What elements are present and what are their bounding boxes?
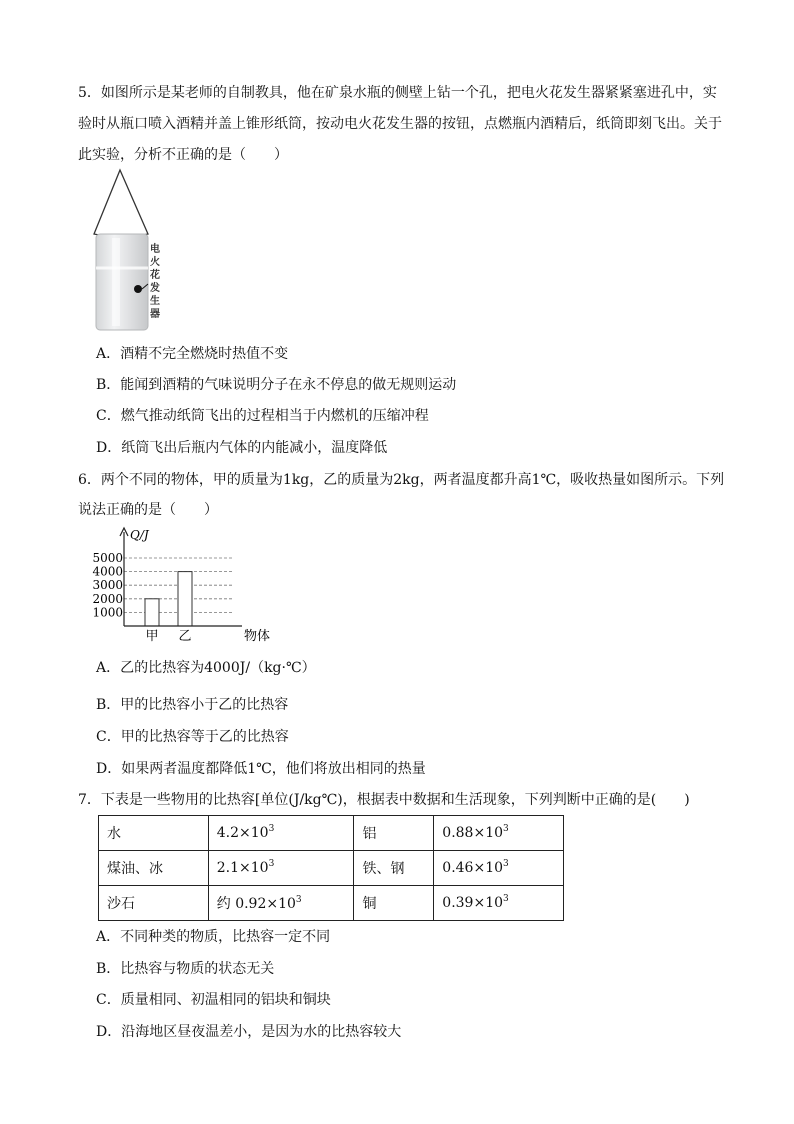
paper-cone [94,170,148,237]
cell-text: 0.88×10 [442,825,504,841]
y-tick-label: 5000 [92,551,123,565]
cell-exponent: 3 [503,894,509,904]
q5-option-d[interactable]: D．纸筒飞出后瓶内气体的内能减小，温度降低 [96,440,388,456]
y-axis-label: Q/J [130,528,149,542]
bottle-experiment-figure [90,168,180,336]
cell-exponent: 3 [503,859,509,869]
cell-text: 煤油、冰 [107,861,163,877]
table-cell [208,851,354,886]
cell-text: 约 0.92×10 [216,896,296,912]
table-row [99,851,564,886]
label-char: 电 [150,244,160,255]
q7-option-b[interactable]: B．比热容与物质的状态无关 [96,961,275,977]
q6-option-d[interactable]: D．如果两者温度都降低1℃，他们将放出相同的热量 [96,761,426,777]
heat-bar-chart [92,524,292,648]
y-tick-label: 1000 [92,605,123,620]
bar [145,599,159,626]
q5-stem-line-3: 此实验，分析不正确的是（ ） [78,147,288,163]
q5-option-a[interactable]: A．酒精不完全燃烧时热值不变 [96,346,289,362]
cell-text: 水 [107,826,121,842]
label-char: 器 [150,309,160,320]
category-label: 甲 [145,629,159,644]
q5-stem-line-2: 验时从瓶口喷入酒精并盖上锥形纸筒，按动电火花发生器的按钮，点燃瓶内酒精后，纸筒即刻飞出。关于 [78,116,722,132]
table-cell [208,886,354,921]
cell-text: 铁、钢 [362,861,405,877]
q6-stem-line-2: 说法正确的是（ ） [78,502,218,518]
table-row [99,816,564,851]
q5-option-b[interactable]: B．能闻到酒精的气味说明分子在永不停息的做无规则运动 [96,377,457,393]
table-cell [99,816,209,851]
cell-text: 沙石 [107,896,135,912]
label-char: 火 [150,257,160,268]
spark-generator-label [148,243,162,321]
q5-stem-line-1: 5．如图所示是某老师的自制教具，他在矿泉水瓶的侧壁上钻一个孔，把电火花发生器紧紧塞进孔中，实 [78,85,717,101]
cell-text: 0.39×10 [442,895,504,911]
cell-text: 铜 [362,896,377,912]
cell-text: 0.46×10 [442,860,504,876]
q5-option-c[interactable]: C．燃气推动纸筒飞出的过程相当于内燃机的压缩冲程 [96,408,429,424]
y-tick-label: 2000 [92,591,123,606]
y-tick-label: 3000 [92,578,123,593]
label-char: 生 [150,296,160,307]
q6-option-b[interactable]: B．甲的比热容小于乙的比热容 [96,697,289,713]
category-label: 乙 [178,629,192,644]
bottle-body [96,234,148,330]
q7-option-c[interactable]: C．质量相同、初温相同的铝块和铜块 [96,992,331,1008]
specific-heat-table [98,815,564,921]
q7-option-d[interactable]: D．沿海地区昼夜温差小，是因为水的比热容较大 [96,1024,402,1040]
table-cell [354,851,434,886]
cell-text: 2.1×10 [216,860,269,876]
table-cell [99,851,209,886]
cell-exponent: 3 [295,895,302,905]
x-axis-label: 物体 [244,629,271,644]
cell-exponent: 3 [503,824,509,834]
bar [178,572,192,626]
spark-generator-dot [134,285,142,293]
table-cell [208,816,354,851]
table-cell [354,886,434,921]
y-tick-label: 4000 [92,564,123,579]
cell-exponent: 3 [268,824,275,834]
cell-exponent: 3 [268,859,275,869]
cell-text: 铝 [362,826,377,842]
table-row [99,886,564,921]
table-cell [434,851,564,886]
q7-stem: 7．下表是一些物用的比热容[单位(J/kg℃)，根据表中数据和生活现象，下列判断中正确的是( ) [78,792,690,808]
table-cell [99,886,209,921]
table-cell [434,816,564,851]
table-cell [434,886,564,921]
q6-option-c[interactable]: C．甲的比热容等于乙的比热容 [96,729,289,745]
q6-stem-line-1: 6．两个不同的物体，甲的质量为1kg，乙的质量为2kg，两者温度都升高1℃，吸收热量如图所示。下列 [78,472,725,488]
label-char: 花 [150,270,160,281]
q6-option-a[interactable]: A．乙的比热容为4000J/（kg·℃） [96,660,316,676]
cell-text: 4.2×10 [216,825,269,841]
table-cell [354,816,434,851]
q7-option-a[interactable]: A．不同种类的物质，比热容一定不同 [96,929,331,945]
label-char: 发 [150,283,160,294]
